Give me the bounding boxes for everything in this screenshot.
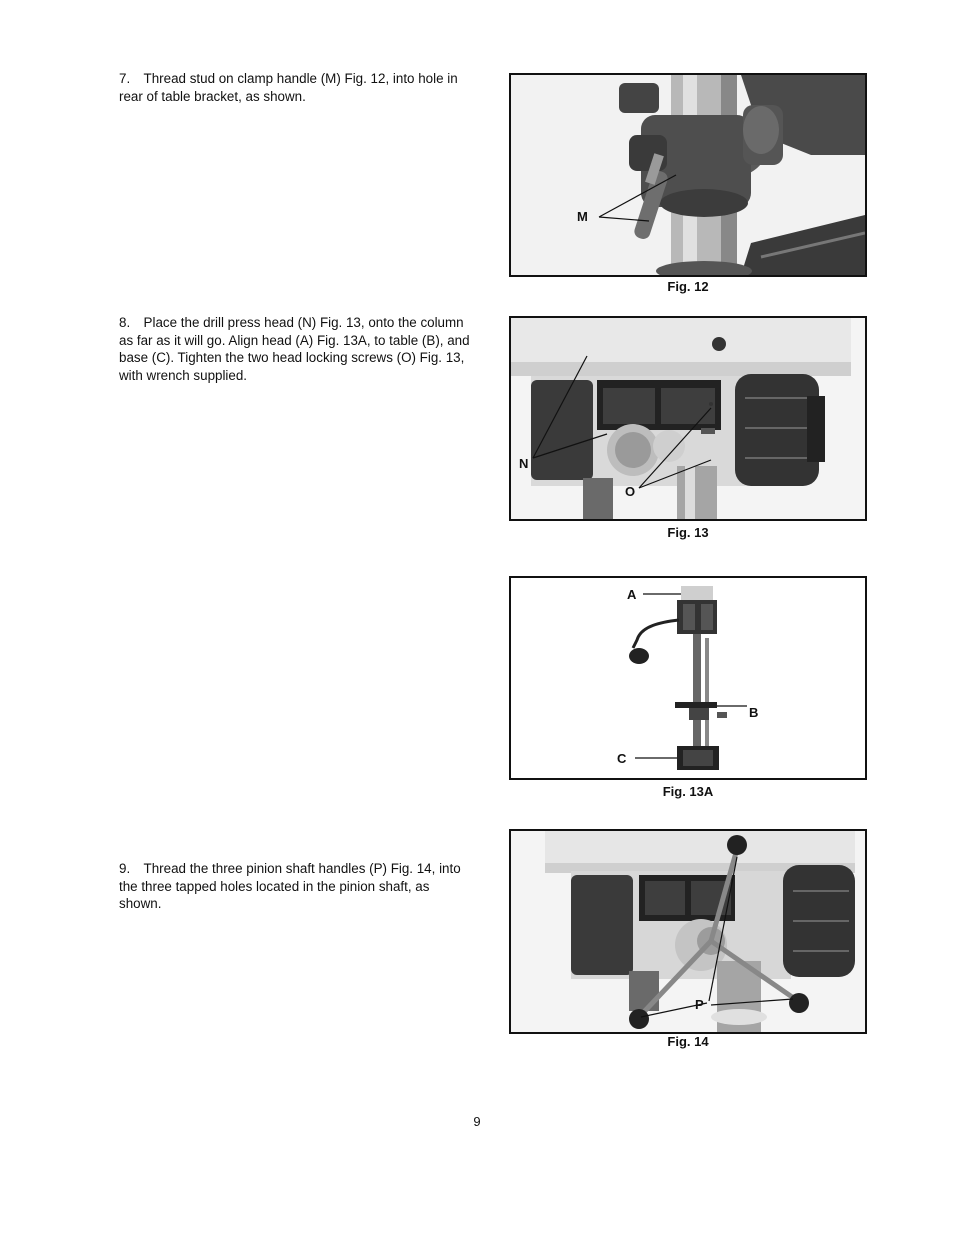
page-number: 9 <box>473 1114 481 1129</box>
callout-a: A <box>627 587 637 602</box>
fig-12-photo <box>509 73 867 277</box>
fig-13-photo <box>509 316 867 521</box>
callout-m: M <box>577 209 588 224</box>
step-9-text: 9. Thread the three pinion shaft handles (P) Fig. 14, into the three tapped holes located in the pinion shaft, as shown. <box>119 861 461 911</box>
fig-12-caption: Fig. 12 <box>667 279 709 294</box>
fig-13a-caption: Fig. 13A <box>662 784 714 799</box>
callout-c: C <box>617 751 627 766</box>
step-8-text: 8. Place the drill press head (N) Fig. 13, onto the column as far as it will go. Align head (A) Fig. 13A, to table (B), and base (C). Tighten the two head locking screws (O) Fig. 13, with wrench supplied. <box>119 315 470 383</box>
fig-14-caption: Fig. 14 <box>667 1034 709 1049</box>
step-7-text: 7. Thread stud on clamp handle (M) Fig. 12, into hole in rear of table bracket, as shown. <box>119 71 458 104</box>
fig-13-caption: Fig. 13 <box>667 525 709 540</box>
callout-o: O <box>625 484 636 499</box>
fig-14-photo <box>509 829 867 1034</box>
callout-b: B <box>749 705 759 720</box>
fig-13a-photo <box>509 576 867 780</box>
callout-p: P <box>695 997 704 1012</box>
callout-n: N <box>519 456 529 471</box>
